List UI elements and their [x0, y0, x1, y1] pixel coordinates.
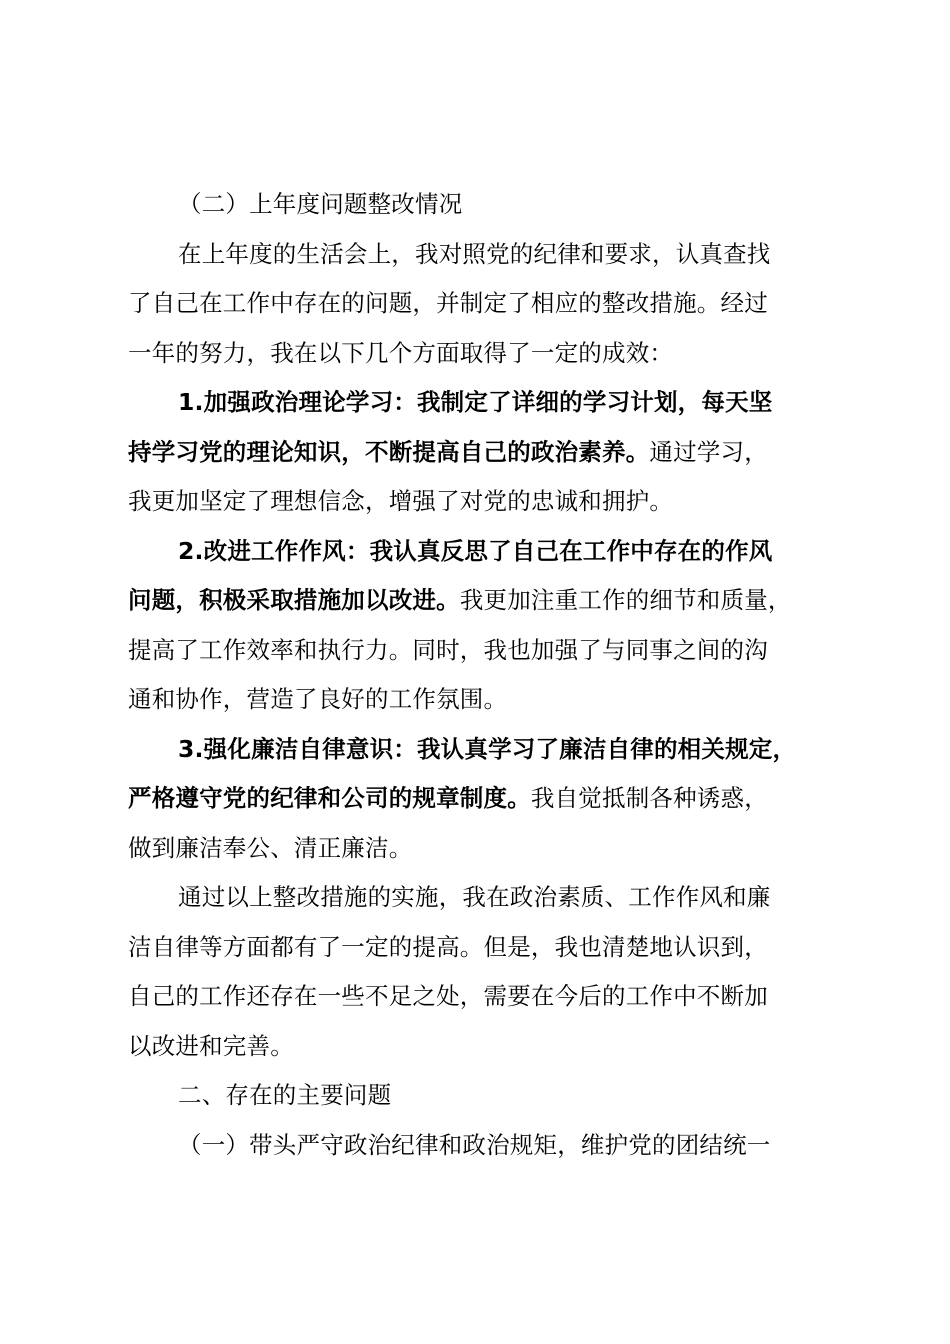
text-line: [128, 626, 848, 676]
text-line: [128, 725, 848, 775]
text-line: [128, 1121, 848, 1171]
text-line: [128, 972, 848, 1022]
text-run: 在上年度的生活会上，我对照党的纪律和要求，认真查找: [178, 239, 771, 268]
bold-text-run: 问题，积极采取措施加以改进。: [128, 586, 460, 614]
document-body: [128, 180, 848, 1170]
text-line: [128, 477, 848, 527]
text-run: 我更加注重工作的细节和质量，: [459, 586, 792, 614]
text-run: （一）带头严守政治纪律和政治规矩，维护党的团结统一: [178, 1130, 771, 1159]
bold-text-run: 严格遵守党的纪律和公司的规章制度。: [128, 784, 531, 812]
text-line: [128, 824, 848, 874]
text-line: [128, 230, 848, 280]
text-run: 做到廉洁奉公、清正廉洁。: [128, 833, 413, 862]
text-line: [128, 923, 848, 973]
text-line: [128, 428, 848, 478]
text-line: [128, 1022, 848, 1072]
text-line: [128, 527, 848, 577]
text-run: 洁自律等方面都有了一定的提高。但是，我也清楚地认识到，: [128, 932, 768, 961]
bold-text-run: 3.强化廉洁自律意识：我认真学习了廉洁自律的相关规定，: [178, 734, 797, 763]
text-run: 通过以上整改措施的实施，我在政治素质、工作作风和廉: [178, 883, 771, 911]
text-line: [128, 873, 848, 923]
text-run: 提高了工作效率和执行力。同时，我也加强了与同事之间的沟: [128, 635, 768, 664]
text-run: （二）上年度问题整改情况: [178, 190, 463, 218]
text-run: 我自觉抵制各种诱惑，: [530, 784, 768, 812]
text-line: [128, 279, 848, 329]
text-run: 一年的努力，我在以下几个方面取得了一定的成效：: [128, 338, 674, 367]
text-run: 通和协作，营造了良好的工作氛围。: [128, 685, 508, 713]
bold-text-run: 持学习党的理论知识，不断提高自己的政治素养。: [128, 437, 650, 466]
text-line: [128, 675, 848, 725]
text-line: [128, 180, 848, 230]
text-line: [128, 378, 848, 428]
text-run: 我更加坚定了理想信念，增强了对党的忠诚和拥护。: [128, 487, 674, 515]
text-line: [128, 329, 848, 379]
text-line: [128, 576, 848, 626]
text-line: [128, 774, 848, 824]
text-line: [128, 1071, 848, 1121]
text-run: 自己的工作还存在一些不足之处，需要在今后的工作中不断加: [128, 982, 768, 1010]
text-run: 二、存在的主要问题: [178, 1081, 392, 1109]
text-run: 了自己在工作中存在的问题，并制定了相应的整改措施。经过: [128, 289, 768, 317]
text-run: 通过学习，: [649, 437, 768, 466]
text-run: 以改进和完善。: [128, 1031, 294, 1060]
bold-text-run: 1.加强政治理论学习：我制定了详细的学习计划，每天坚: [178, 388, 773, 416]
bold-text-run: 2.改进工作作风：我认真反思了自己在工作中存在的作风: [178, 536, 773, 565]
